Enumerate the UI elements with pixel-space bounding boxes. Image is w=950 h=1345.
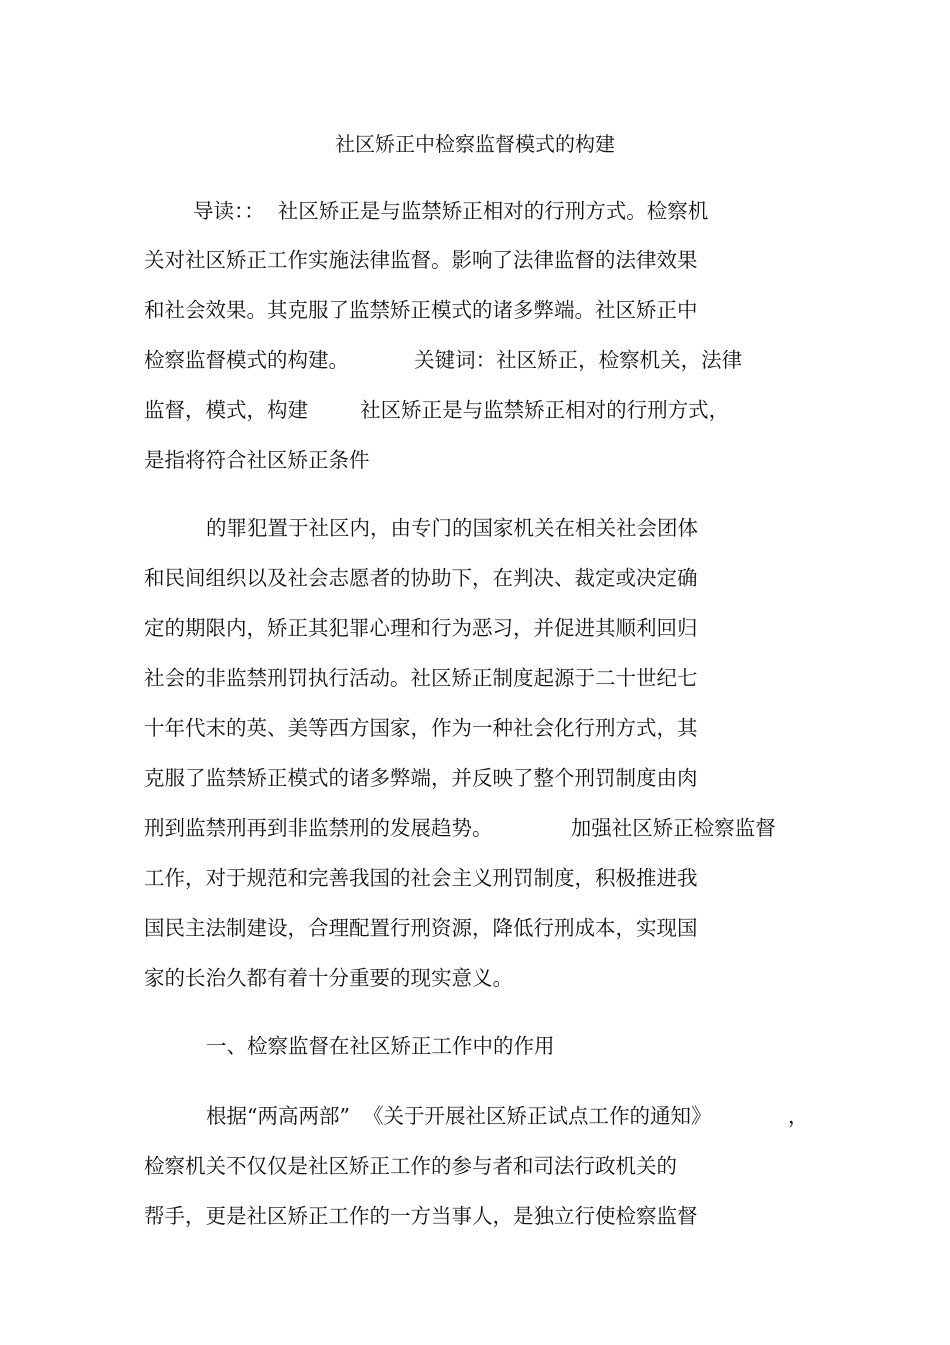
text-line: 和民间组织以及社会志愿者的协助下，在判决、裁定或决定确	[144, 566, 698, 590]
section-heading: 一、检察监督在社区矫正工作中的作用	[206, 1034, 555, 1058]
text-line: 的罪犯置于社区内，由专门的国家机关在相关社会团体	[206, 516, 698, 540]
text-line: 根据“两高两部” 《关于开展社区矫正试点工作的通知》	[206, 1104, 712, 1128]
text-line: 刑到监禁刑再到非监禁刑的发展趋势。 加强社区矫正检察监督	[144, 816, 776, 840]
text-line: 社会的非监禁刑罚执行活动。社区矫正制度起源于二十世纪七	[144, 666, 698, 690]
text-line: 家的长治久都有着十分重要的现实意义。	[144, 966, 513, 990]
text-line: 克服了监禁矫正模式的诸多弊端，并反映了整个刑罚制度由肉	[144, 766, 698, 790]
text-line: ，	[788, 1104, 809, 1128]
text-line: 帮手，更是社区矫正工作的一方当事人，是独立行使检察监督	[144, 1204, 698, 1228]
text-line: 十年代末的英、美等西方国家，作为一种社会化行刑方式，其	[144, 716, 698, 740]
text-line: 检察监督模式的构建。 关键词：社区矫正，检察机关，法律	[144, 348, 743, 372]
text-line: 和社会效果。其克服了监禁矫正模式的诸多弊端。社区矫正中	[144, 298, 698, 322]
text-line: 定的期限内，矫正其犯罪心理和行为恶习，并促进其顺利回归	[144, 616, 698, 640]
text-line: 国民主法制建设，合理配置行刑资源，降低行刑成本，实现国	[144, 916, 698, 940]
text-line: 工作，对于规范和完善我国的社会主义刑罚制度，积极推进我	[144, 866, 698, 890]
text-line: 监督，模式，构建 社区矫正是与监禁矫正相对的行刑方式，	[144, 398, 730, 422]
text-line: 导读：： 社区矫正是与监禁矫正相对的行刑方式。检察机	[193, 199, 709, 223]
text-line: 检察机关不仅仅是社区矫正工作的参与者和司法行政机关的	[144, 1154, 677, 1178]
text-line: 是指将符合社区矫正条件	[144, 448, 370, 472]
document-title: 社区矫正中检察监督模式的构建	[335, 132, 615, 156]
text-line: 关对社区矫正工作实施法律监督。影响了法律监督的法律效果	[144, 248, 698, 272]
